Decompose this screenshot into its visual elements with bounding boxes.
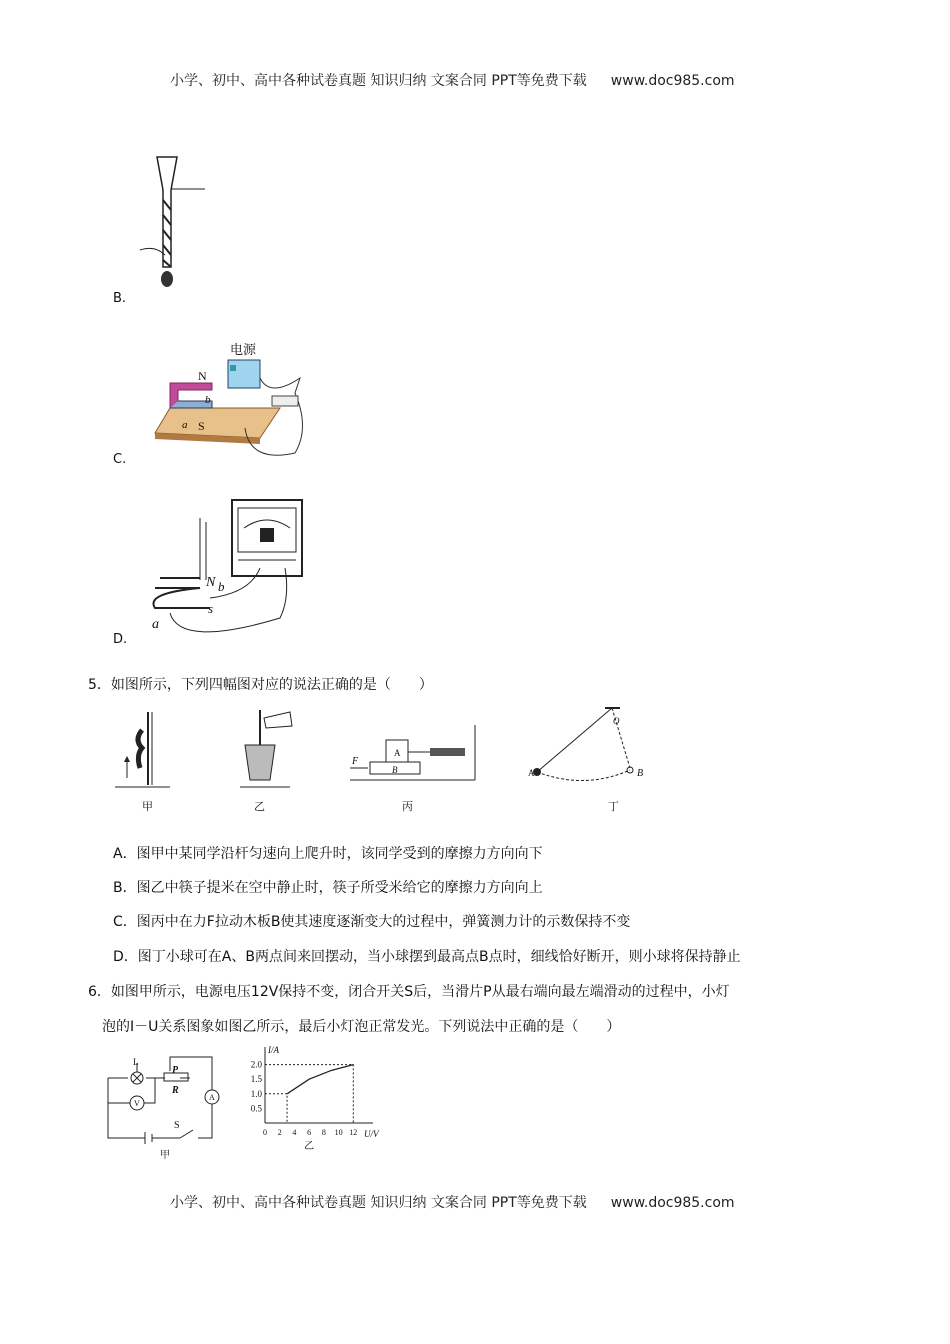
ammeter-label: A [209,1093,215,1102]
caption-bing: 丙 [402,801,413,813]
rheostat-label: R [172,1085,179,1096]
guide-lines [265,1065,353,1123]
y-tick-label: 0.5 [250,1103,262,1114]
q6-circuit [100,1045,230,1160]
slider-label: P [172,1065,179,1076]
option-c-label: C. [113,452,127,467]
voltmeter-label: V [134,1099,140,1108]
chart-caption: 乙 [304,1141,315,1152]
d-point-b: b [218,579,225,594]
q5-stem: 5．如图所示，下列四幅图对应的说法正确的是（ ） [88,677,433,693]
y-axis-label: I/A [268,1045,279,1055]
lamp-label: L [133,1057,139,1067]
y-tick-label: 2.0 [250,1059,262,1070]
figure-c-generator [150,338,310,463]
label-point-a: A [528,768,535,778]
x-tick-label: 4 [292,1128,297,1137]
caption-jia: 甲 [142,801,153,813]
q5-option-d[interactable]: D．图丁小球可在A、B两点间来回摆动，当小球摆到最高点B点时，细线恰好断开，则小球将保持静止 [113,949,741,965]
pole-n-label: N [198,369,207,383]
y-tick-label: 1.5 [250,1074,262,1085]
d-pole-s: s [208,601,214,616]
x-tick-label: 6 [307,1128,312,1137]
figure-yi-chopsticks [240,710,292,813]
option-d-label: D. [113,632,128,647]
figure-ding-pendulum [528,708,643,813]
q5-option-a[interactable]: A．图甲中某同学沿杆匀速向上爬升时，该同学受到的摩擦力方向向下 [113,846,543,862]
header-url[interactable]: www.doc985.com [610,73,735,89]
label-f: F [352,756,359,767]
figure-jia-climbing [115,712,170,813]
x-tick-label: 0 [263,1128,267,1137]
pole-s-label: S [198,419,205,433]
footer-url[interactable]: www.doc985.com [610,1195,735,1211]
header-text: 小学、初中、高中各种试卷真题 知识归纳 文案合同 PPT等免费下载 [170,73,587,89]
switch-label: S [174,1120,180,1131]
figure-b-tube [135,155,215,300]
label-o: O [613,716,620,726]
q5-figures [100,700,660,820]
circuit-caption: 甲 [160,1150,170,1161]
q5-option-b[interactable]: B．图乙中筷子提米在空中静止时，筷子所受米给它的摩擦力方向向上 [113,880,543,896]
d-pole-n: N [206,575,216,590]
page-footer [170,1192,735,1212]
x-axis-label: U/V [364,1129,379,1139]
page-header [170,70,735,90]
label-point-b: B [637,768,644,779]
caption-yi: 乙 [254,801,265,813]
option-b-label: B. [113,291,127,306]
d-point-a: a [152,617,159,632]
caption-ding: 丁 [608,801,619,813]
label-block-a: A [394,748,401,758]
power-label: 电源 [230,342,257,357]
footer-text: 小学、初中、高中各种试卷真题 知识归纳 文案合同 PPT等免费下载 [170,1195,587,1211]
figure-d-galvanometer [140,498,320,638]
x-tick-label: 12 [349,1128,358,1137]
q6-stem-line2: 泡的I－U关系图象如图乙所示，最后小灯泡正常发光。下列说法中正确的是（ ） [102,1019,621,1035]
q6-iu-chart [240,1045,390,1170]
point-b-label: b [205,394,211,406]
y-tick-label: 1.0 [250,1088,262,1099]
figure-bing-board [350,725,475,813]
label-block-b: B [392,765,398,775]
point-a-label: a [182,419,188,431]
q5-option-c[interactable]: C．图丙中在力F拉动木板B使其速度逐渐变大的过程中，弹簧测力计的示数保持不变 [113,914,631,930]
iu-curve [287,1065,353,1094]
x-tick-label: 2 [277,1128,282,1137]
x-tick-label: 10 [334,1128,343,1137]
x-tick-label: 8 [321,1128,326,1137]
q6-stem-line1: 6．如图甲所示，电源电压12V保持不变，闭合开关S后，当滑片P从最右端向最左端滑动的过程中，小灯 [88,984,730,1000]
